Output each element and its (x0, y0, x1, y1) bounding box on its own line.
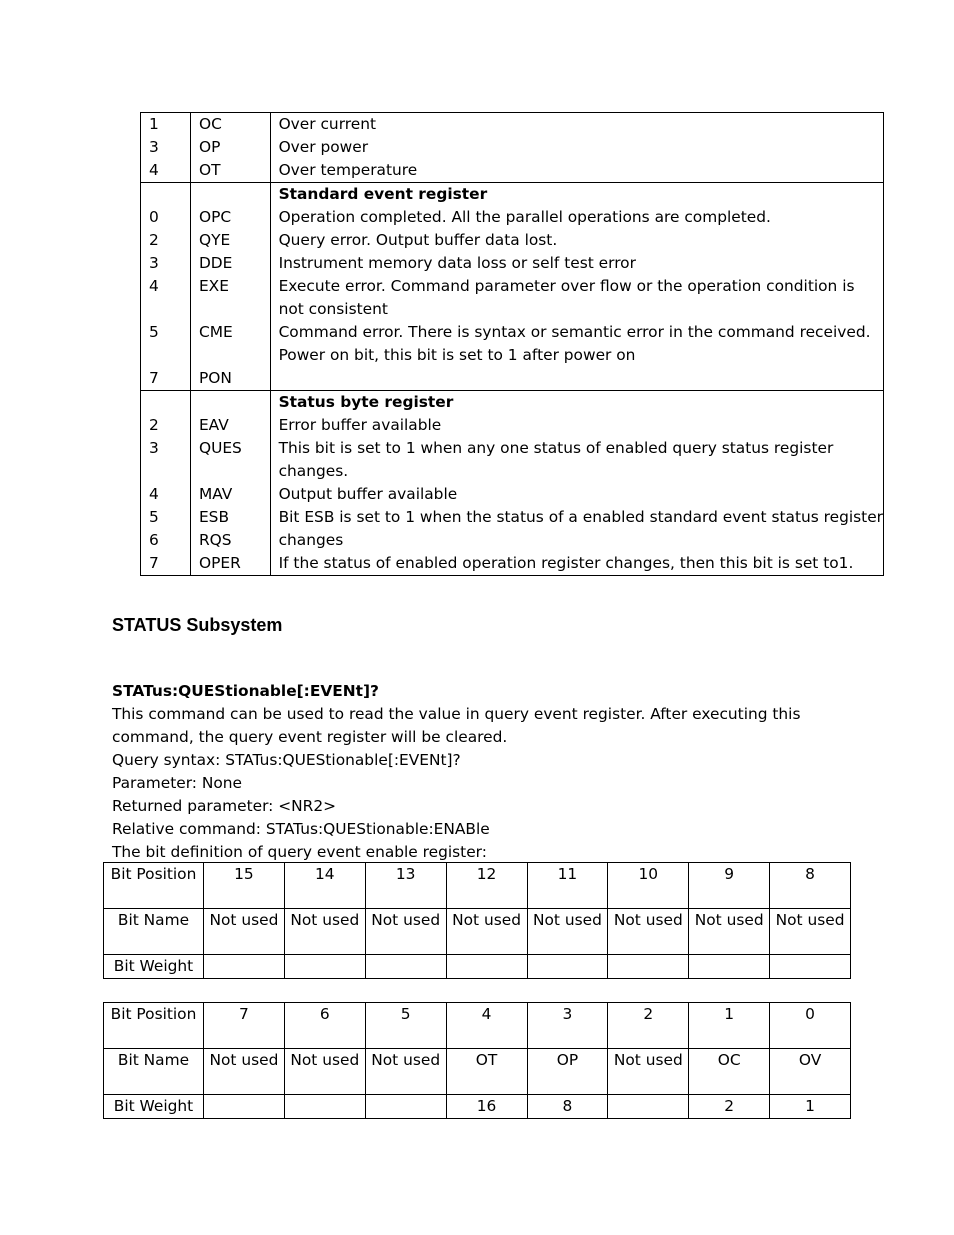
bit-cell: 14 (284, 863, 365, 909)
query-syntax: Query syntax: STATus:QUEStionable[:EVENt]? (112, 751, 461, 769)
bit-name-column (190, 113, 270, 183)
spacer (199, 460, 270, 483)
bit-cell: 7 (204, 1003, 285, 1049)
bit-number: 5 (149, 323, 159, 341)
bit-description: This bit is set to 1 when any one status of enabled query status register (278, 439, 834, 457)
bit-cell: 0 (770, 1003, 851, 1049)
bit-cell: 3 (527, 1003, 608, 1049)
spacer (149, 344, 190, 367)
bit-number: 3 (149, 439, 159, 457)
bit-name: PON (198, 369, 232, 387)
bit-cell (527, 955, 608, 979)
bit-description: Output buffer available (278, 485, 458, 503)
returned-parameter: Returned parameter: <NR2> (112, 797, 337, 815)
bit-name: EXE (198, 277, 229, 295)
bit-description: changes (278, 531, 344, 549)
bit-cell: 1 (770, 1095, 851, 1119)
bit-name: OP (198, 138, 221, 156)
bit-name: RQS (198, 531, 232, 549)
spacer (199, 183, 270, 206)
bit-cell: 16 (446, 1095, 527, 1119)
bit-cell: 15 (204, 863, 285, 909)
bit-name-row (104, 909, 851, 955)
bit-cell: Not used (608, 1049, 689, 1095)
bit-description: Execute error. Command parameter over flow or the operation condition is (278, 277, 855, 295)
bit-cell: OC (689, 1049, 770, 1095)
bit-name: OPER (198, 554, 241, 572)
bit-number: 7 (149, 554, 159, 572)
bit-number-column (141, 391, 191, 576)
bit-number: 3 (149, 254, 159, 272)
bit-cell (365, 955, 446, 979)
bit-cell: Not used (284, 909, 365, 955)
bit-description: Error buffer available (278, 416, 442, 434)
bit-position-row (104, 863, 851, 909)
bit-cell: 6 (284, 1003, 365, 1049)
bit-name: CME (198, 323, 233, 341)
bit-number: 5 (149, 508, 159, 526)
register-group (141, 183, 884, 391)
section-title: STATUS Subsystem (112, 615, 283, 635)
bit-number-column (141, 113, 191, 183)
bit-name-column (190, 183, 270, 391)
bit-cell (689, 955, 770, 979)
bit-description: Over current (278, 115, 376, 133)
bit-description: Bit ESB is set to 1 when the status of a enabled standard event status register (278, 508, 883, 526)
row-header: Bit Name (104, 1049, 204, 1095)
bit-description-continued: Power on bit, this bit is set to 1 after power on (278, 346, 636, 364)
bit-cell: Not used (365, 1049, 446, 1095)
bit-name: ESB (198, 508, 230, 526)
bit-cell: Not used (365, 909, 446, 955)
bit-description: Operation completed. All the parallel operations are completed. (278, 208, 771, 226)
bit-cell: 8 (527, 1095, 608, 1119)
bit-number: 2 (149, 231, 159, 249)
bit-cell (365, 1095, 446, 1119)
bit-cell: Not used (527, 909, 608, 955)
register-table (140, 112, 884, 576)
bit-cell: 13 (365, 863, 446, 909)
spacer (149, 183, 190, 206)
bit-cell: Not used (204, 1049, 285, 1095)
bit-cell: Not used (204, 909, 285, 955)
spacer (149, 460, 190, 483)
bit-cell: Not used (608, 909, 689, 955)
bit-cell: OP (527, 1049, 608, 1095)
register-group (141, 391, 884, 576)
bit-weight-row (104, 1095, 851, 1119)
bit-cell: 11 (527, 863, 608, 909)
bit-description-continued: changes. (278, 462, 349, 480)
bit-description-continued: not consistent (278, 300, 388, 318)
bit-name: QYE (198, 231, 231, 249)
bit-cell: OV (770, 1049, 851, 1095)
bit-cell (608, 955, 689, 979)
bit-cell: 12 (446, 863, 527, 909)
command-heading: STATus:QUEStionable[:EVENt]? (112, 682, 379, 700)
bit-cell (770, 955, 851, 979)
bit-description: Over temperature (278, 161, 418, 179)
bit-number: 3 (149, 138, 159, 156)
bit-cell: 10 (608, 863, 689, 909)
bit-description: If the status of enabled operation register changes, then this bit is set to1. (278, 554, 854, 572)
description-column (270, 391, 883, 576)
register-group (141, 113, 884, 183)
row-header: Bit Weight (104, 1095, 204, 1119)
bit-cell: 1 (689, 1003, 770, 1049)
description-column (270, 113, 883, 183)
bit-number: 2 (149, 416, 159, 434)
bit-position-row (104, 1003, 851, 1049)
bit-name-row (104, 1049, 851, 1095)
bit-cell (446, 955, 527, 979)
bit-number: 4 (149, 277, 159, 295)
bit-number: 0 (149, 208, 159, 226)
bit-cell (284, 1095, 365, 1119)
bit-cell: 8 (770, 863, 851, 909)
bit-cell (204, 1095, 285, 1119)
bit-name: QUES (198, 439, 242, 457)
spacer (149, 298, 190, 321)
spacer (199, 344, 270, 367)
command-description-line1: This command can be used to read the value in query event register. After executing this (112, 705, 801, 723)
bit-name: MAV (198, 485, 233, 503)
spacer (149, 391, 190, 414)
bit-definition-caption: The bit definition of query event enable register: (112, 843, 487, 861)
bit-cell: 4 (446, 1003, 527, 1049)
bit-name: DDE (198, 254, 233, 272)
spacer (199, 391, 270, 414)
bit-cell (608, 1095, 689, 1119)
bit-description: Query error. Output buffer data lost. (278, 231, 558, 249)
bit-number: 1 (149, 115, 159, 133)
bit-number-column (141, 183, 191, 391)
bit-cell (284, 955, 365, 979)
bit-number: 7 (149, 369, 159, 387)
bit-name-column (190, 391, 270, 576)
row-header: Bit Position (104, 863, 204, 909)
bit-cell: Not used (770, 909, 851, 955)
bit-number: 6 (149, 531, 159, 549)
command-description-line2: command, the query event register will be cleared. (112, 728, 508, 746)
parameter-line: Parameter: None (112, 774, 243, 792)
row-header: Bit Name (104, 909, 204, 955)
description-column (270, 183, 883, 391)
bit-table-low (103, 1002, 851, 1119)
bit-description: Command error. There is syntax or semantic error in the command received. (278, 323, 871, 341)
bit-name: EAV (198, 416, 229, 434)
register-group-title: Status byte register (278, 393, 454, 411)
row-header: Bit Position (104, 1003, 204, 1049)
bit-name: OPC (198, 208, 232, 226)
bit-cell (204, 955, 285, 979)
relative-command: Relative command: STATus:QUEStionable:ENABle (112, 820, 490, 838)
bit-cell: 2 (689, 1095, 770, 1119)
bit-weight-row (104, 955, 851, 979)
bit-name: OC (198, 115, 222, 133)
bit-cell: 9 (689, 863, 770, 909)
register-group-title: Standard event register (278, 185, 488, 203)
spacer (199, 298, 270, 321)
bit-table-high (103, 862, 851, 979)
bit-cell: 2 (608, 1003, 689, 1049)
bit-cell: Not used (446, 909, 527, 955)
bit-cell: OT (446, 1049, 527, 1095)
bit-description: Instrument memory data loss or self test error (278, 254, 636, 272)
bit-cell: Not used (284, 1049, 365, 1095)
bit-cell: 5 (365, 1003, 446, 1049)
bit-name: OT (198, 161, 221, 179)
row-header: Bit Weight (104, 955, 204, 979)
bit-number: 4 (149, 485, 159, 503)
bit-number: 4 (149, 161, 159, 179)
bit-cell: Not used (689, 909, 770, 955)
bit-description: Over power (278, 138, 369, 156)
